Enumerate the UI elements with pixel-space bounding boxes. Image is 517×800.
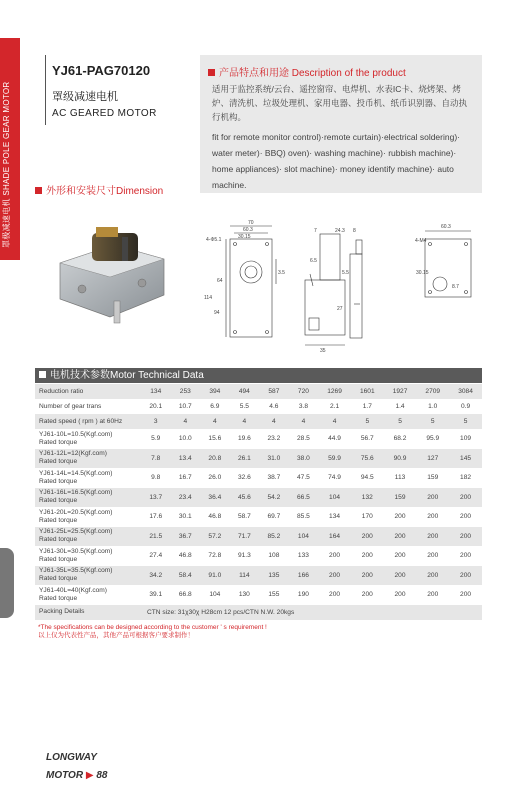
table-cell: 90.9: [384, 449, 417, 469]
table-row: [35, 399, 482, 414]
table-cell: 104: [289, 527, 319, 547]
row-label-line: YJ61-10L=10.5(Kgf.com): [39, 430, 113, 438]
table-cell: 200: [449, 546, 482, 566]
row-label-line: Rated torque: [39, 594, 78, 602]
motor-photo: [52, 225, 172, 335]
packing-row: [35, 605, 482, 620]
row-label: [35, 507, 141, 527]
table-cell: 200: [416, 507, 449, 527]
brand-name-line2: [46, 770, 107, 781]
table-cell: 200: [318, 546, 351, 566]
table-cell: 94.5: [351, 468, 384, 488]
row-label-line: Rated torque: [39, 497, 78, 505]
table-cell: 75.6: [351, 449, 384, 469]
table-cell: 27.4: [141, 546, 171, 566]
table-cell: 394: [200, 384, 230, 399]
dim-label-4-phi: 4-Φ5.1: [206, 237, 222, 243]
row-label-line: YJ61-14L=14.5(Kgf.com): [39, 469, 113, 477]
triangle-right-icon: ▶: [85, 770, 94, 781]
table-cell: 587: [259, 384, 289, 399]
table-cell: 200: [416, 527, 449, 547]
table-cell: 200: [318, 585, 351, 605]
bullet-square-icon: [35, 187, 42, 194]
table-cell: 23.2: [259, 429, 289, 449]
table-cell: 17.6: [141, 507, 171, 527]
dimension-heading-text: 外形和安装尺寸Dimension: [46, 186, 164, 197]
table-cell: 36.7: [171, 527, 201, 547]
table-row: [35, 384, 482, 399]
packing-label: Packing Details: [35, 605, 141, 620]
dim-label-30-15-right: 30.15: [416, 270, 429, 276]
table-cell: 32.6: [230, 468, 260, 488]
brand-name-line1: LONGWAY: [46, 752, 97, 763]
table-cell: 1269: [318, 384, 351, 399]
row-label: [35, 429, 141, 449]
row-label-line: YJ61-35L=35.5(Kgf.com): [39, 567, 113, 575]
table-cell: 4.6: [259, 399, 289, 414]
side-tab-strip: [0, 0, 20, 800]
features-heading-text: 产品特点和用途 Description of the product: [219, 68, 406, 79]
table-row: [35, 585, 482, 605]
table-cell: 38.0: [289, 449, 319, 469]
table-cell: 47.5: [289, 468, 319, 488]
tech-data-heading-text: 电机技术参数Motor Technical Data: [50, 370, 204, 381]
table-cell: 4: [200, 414, 230, 429]
dim-label-6-5: 6.5: [310, 258, 317, 264]
row-label-line: YJ61-40L=40(Kgf.com): [39, 586, 107, 594]
table-cell: 155: [259, 585, 289, 605]
table-cell: 36.4: [200, 488, 230, 508]
bullet-square-icon: [39, 371, 46, 378]
table-cell: 21.5: [141, 527, 171, 547]
table-cell: 200: [351, 546, 384, 566]
dim-label-8: 8: [353, 228, 356, 234]
table-cell: 182: [449, 468, 482, 488]
table-cell: 72.8: [200, 546, 230, 566]
table-cell: 20.1: [141, 399, 171, 414]
row-label: [35, 488, 141, 508]
table-cell: 132: [351, 488, 384, 508]
table-cell: 0.9: [449, 399, 482, 414]
table-cell: 85.5: [289, 507, 319, 527]
table-cell: 46.8: [200, 507, 230, 527]
table-cell: 145: [449, 449, 482, 469]
table-cell: 5.5: [230, 399, 260, 414]
table-cell: 114: [230, 566, 260, 586]
table-cell: 200: [351, 527, 384, 547]
table-cell: 59.9: [318, 449, 351, 469]
row-label-line: YJ61-30L=30.5(Kgf.com): [39, 547, 113, 555]
table-cell: 5: [416, 414, 449, 429]
table-cell: 31.0: [259, 449, 289, 469]
table-cell: 1927: [384, 384, 417, 399]
dim-label-5-5: 5.5: [342, 270, 349, 276]
tech-data-table: [35, 384, 482, 620]
packing-value: CTN size: 31χ30χ H28cm 12 pcs/CTN N.W. 20kgs: [141, 605, 482, 620]
table-cell: 200: [449, 507, 482, 527]
table-row: [35, 527, 482, 547]
table-cell: 200: [318, 566, 351, 586]
table-cell: 200: [449, 585, 482, 605]
table-cell: 28.5: [289, 429, 319, 449]
table-cell: 38.7: [259, 468, 289, 488]
table-cell: 200: [416, 585, 449, 605]
dim-label-7: 7: [314, 228, 317, 234]
table-cell: 104: [318, 488, 351, 508]
table-cell: 66.8: [171, 585, 201, 605]
side-vertical-title: 罩极减速电机 SHADE POLE GEAR MOTOR: [2, 81, 11, 248]
table-cell: 10.7: [171, 399, 201, 414]
table-cell: 5: [351, 414, 384, 429]
table-cell: 104: [200, 585, 230, 605]
table-cell: 71.7: [230, 527, 260, 547]
dim-label-24-3: 24.3: [335, 228, 345, 234]
table-row: [35, 566, 482, 586]
row-label: [35, 527, 141, 547]
table-cell: 3: [141, 414, 171, 429]
table-cell: 113: [384, 468, 417, 488]
table-cell: 66.5: [289, 488, 319, 508]
table-cell: 200: [384, 585, 417, 605]
table-cell: 127: [416, 449, 449, 469]
brand-name-motor: MOTOR: [46, 770, 84, 781]
table-cell: 166: [289, 566, 319, 586]
table-cell: 200: [384, 566, 417, 586]
spec-note-en: *The specifications can be designed according to the customer ' s requirement !: [38, 624, 267, 631]
features-text-en: fit for remote monitor control)·remote curtain)·electrical soldering)· water meter)· BBQ) oven)· washing machine)· rubbish machine)· home appliances)· slot machine)· money identify machine)· auto machine.: [212, 132, 460, 190]
dim-label-8-7: 8.7: [452, 284, 459, 290]
table-cell: 58.7: [230, 507, 260, 527]
table-row: [35, 468, 482, 488]
table-cell: 200: [416, 488, 449, 508]
row-label-line: YJ61-25L=25.5(Kgf.com): [39, 528, 113, 536]
table-cell: 133: [289, 546, 319, 566]
spec-note: [38, 624, 267, 640]
row-label: [35, 585, 141, 605]
row-label: [35, 449, 141, 469]
row-label-line: Rated torque: [39, 458, 78, 466]
table-cell: 4: [289, 414, 319, 429]
table-cell: 10.0: [171, 429, 201, 449]
table-cell: 46.8: [171, 546, 201, 566]
table-cell: 85.2: [259, 527, 289, 547]
row-label: [35, 384, 141, 399]
table-cell: 30.1: [171, 507, 201, 527]
table-cell: 200: [416, 566, 449, 586]
table-cell: 200: [384, 527, 417, 547]
table-cell: 23.4: [171, 488, 201, 508]
table-cell: 13.7: [141, 488, 171, 508]
dim-label-30-15: 30.15: [238, 234, 251, 240]
row-label-line: Rated torque: [39, 516, 78, 524]
table-cell: 34.2: [141, 566, 171, 586]
page-number: 88: [96, 770, 108, 781]
table-cell: 9.8: [141, 468, 171, 488]
table-cell: 7.8: [141, 449, 171, 469]
table-cell: 134: [141, 384, 171, 399]
table-cell: 95.9: [416, 429, 449, 449]
table-row: [35, 429, 482, 449]
table-cell: 130: [230, 585, 260, 605]
table-cell: 3.8: [289, 399, 319, 414]
row-label-line: Number of gear trans: [39, 402, 102, 410]
table-cell: 2.1: [318, 399, 351, 414]
product-subtitle-cn: 罩级减速电机: [52, 91, 118, 103]
row-label: [35, 566, 141, 586]
table-cell: 190: [289, 585, 319, 605]
table-cell: 5.9: [141, 429, 171, 449]
row-label-line: Rated torque: [39, 575, 78, 583]
table-cell: 16.7: [171, 468, 201, 488]
row-label-line: YJ61-12L=12(Kgf.com): [39, 450, 107, 458]
table-cell: 164: [318, 527, 351, 547]
dim-label-94: 94: [214, 310, 220, 316]
row-label: [35, 399, 141, 414]
table-cell: 39.1: [141, 585, 171, 605]
row-label: [35, 468, 141, 488]
features-heading: [208, 64, 406, 79]
table-cell: 4: [259, 414, 289, 429]
row-label-line: YJ61-16L=16.5(Kgf.com): [39, 489, 113, 497]
dimension-heading: [35, 182, 163, 197]
row-label-line: Rated torque: [39, 438, 78, 446]
product-subtitle-en: AC GEARED MOTOR: [52, 108, 157, 119]
dim-label-60-3-right: 60.3: [441, 224, 451, 230]
table-cell: 56.7: [351, 429, 384, 449]
dim-label-3-5: 3.5: [278, 270, 285, 276]
row-label: [35, 546, 141, 566]
table-cell: 4: [230, 414, 260, 429]
table-cell: 91.0: [200, 566, 230, 586]
table-cell: 135: [259, 566, 289, 586]
table-row: [35, 546, 482, 566]
table-cell: 4: [171, 414, 201, 429]
table-cell: 200: [449, 527, 482, 547]
product-model-title: YJ61-PAG70120: [52, 63, 151, 78]
table-cell: 26.1: [230, 449, 260, 469]
table-cell: 2709: [416, 384, 449, 399]
table-cell: 68.2: [384, 429, 417, 449]
table-cell: 44.9: [318, 429, 351, 449]
dim-label-70: 70: [248, 220, 254, 226]
dim-label-64: 64: [217, 278, 223, 284]
table-row: [35, 488, 482, 508]
table-cell: 134: [318, 507, 351, 527]
table-cell: 74.9: [318, 468, 351, 488]
table-cell: 1601: [351, 384, 384, 399]
table-cell: 1.0: [416, 399, 449, 414]
table-cell: 200: [416, 546, 449, 566]
row-label-line: Rated torque: [39, 536, 78, 544]
side-grey-tab: [0, 548, 14, 618]
spec-note-cn: 以上仅为代表性产品，其他产品可根据客户要求制作！: [38, 632, 194, 639]
table-cell: 200: [449, 566, 482, 586]
table-cell: 57.2: [200, 527, 230, 547]
row-label-line: Rated torque: [39, 477, 78, 485]
table-cell: 494: [230, 384, 260, 399]
row-label-line: Rated torque: [39, 555, 78, 563]
features-text-cn: 适用于监控系统/云台、遥控窗帘、电焊机、水表IC卡、烧烤架、烤炉、清洗机、垃圾处理机、家用电器、投币机、纸币识别器、自动执行机构。: [212, 84, 468, 122]
table-cell: 45.6: [230, 488, 260, 508]
table-cell: 54.2: [259, 488, 289, 508]
bullet-square-icon: [208, 69, 215, 76]
row-label-line: Rated speed ( rpm ) at 60Hz: [39, 417, 123, 425]
features-panel: [200, 55, 482, 193]
table-cell: 159: [384, 488, 417, 508]
table-cell: 159: [416, 468, 449, 488]
dim-label-4-m4: 4-M4: [415, 238, 427, 244]
table-cell: 1.4: [384, 399, 417, 414]
table-cell: 720: [289, 384, 319, 399]
table-cell: 13.4: [171, 449, 201, 469]
dim-label-27: 27: [337, 306, 343, 312]
table-cell: 253: [171, 384, 201, 399]
dimension-drawings: [190, 214, 480, 354]
table-cell: 109: [449, 429, 482, 449]
table-cell: 20.8: [200, 449, 230, 469]
table-cell: 15.6: [200, 429, 230, 449]
table-cell: 200: [449, 488, 482, 508]
table-cell: 91.3: [230, 546, 260, 566]
table-cell: 108: [259, 546, 289, 566]
table-cell: 200: [351, 585, 384, 605]
row-label: [35, 414, 141, 429]
table-cell: 4: [318, 414, 351, 429]
table-cell: 69.7: [259, 507, 289, 527]
table-row: [35, 414, 482, 429]
table-cell: 5: [384, 414, 417, 429]
table-cell: 6.9: [200, 399, 230, 414]
table-cell: 200: [351, 566, 384, 586]
table-cell: 170: [351, 507, 384, 527]
table-cell: 200: [384, 546, 417, 566]
dim-label-114: 114: [204, 295, 212, 301]
title-divider: [45, 55, 46, 125]
table-cell: 5: [449, 414, 482, 429]
row-label-line: Reduction ratio: [39, 387, 84, 395]
table-cell: 1.7: [351, 399, 384, 414]
table-row: [35, 449, 482, 469]
dim-label-60-3: 60.3: [243, 227, 253, 233]
row-label-line: YJ61-20L=20.5(Kgf.com): [39, 508, 113, 516]
table-cell: 58.4: [171, 566, 201, 586]
table-cell: 200: [384, 507, 417, 527]
table-cell: 19.6: [230, 429, 260, 449]
dim-label-35: 35: [320, 348, 326, 354]
table-cell: 26.0: [200, 468, 230, 488]
table-cell: 3084: [449, 384, 482, 399]
tech-data-heading: [35, 368, 482, 383]
table-row: [35, 507, 482, 527]
